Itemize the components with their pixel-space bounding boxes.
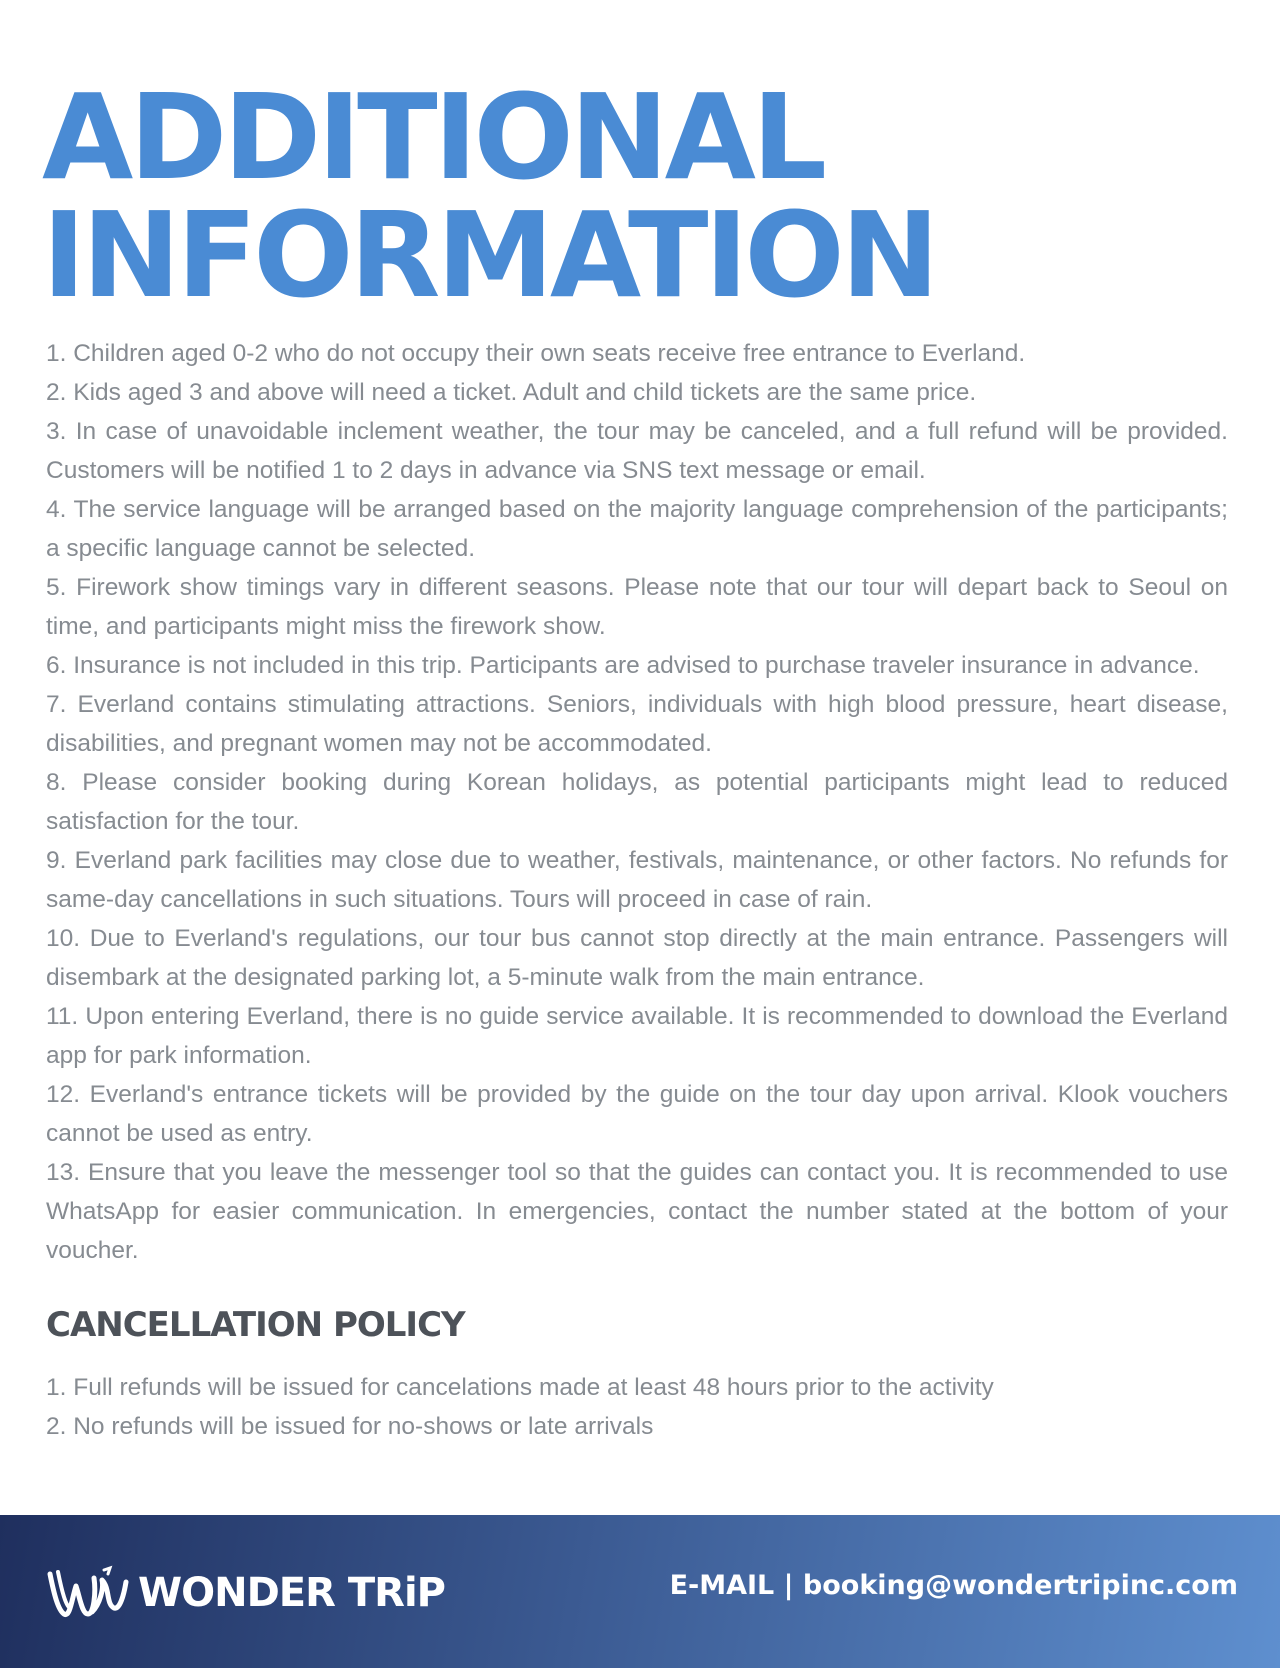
info-item: 5. Firework show timings vary in different seasons. Please note that our tour will depart back to Seoul on time, and participants might miss the firework show. (46, 574, 1228, 640)
info-item: 13. Ensure that you leave the messenger tool so that the guides can contact you. It is recommended to use WhatsApp for easier communication. In emergencies, contact the number stated at the bottom of your voucher. (46, 1159, 1228, 1264)
info-item: 8. Please consider booking during Korean holidays, as potential participants might lead to reduced satisfaction for the tour. (46, 769, 1228, 835)
info-item: 6. Insurance is not included in this trip. Participants are advised to purchase traveler insurance in advance. (46, 652, 1200, 679)
info-item: 9. Everland park facilities may close due to weather, festivals, maintenance, or other factors. No refunds for same-day cancellations in such situations. Tours will proceed in case of rain. (46, 847, 1228, 913)
page-title (42, 68, 936, 324)
info-item: 12. Everland's entrance tickets will be provided by the guide on the tour day upon arrival. Klook vouchers cannot be used as entry. (46, 1081, 1228, 1147)
info-item: 4. The service language will be arranged based on the majority language comprehension of the participants; a specific language cannot be selected. (46, 496, 1228, 562)
cancellation-item: 2. No refunds will be issued for no-shows or late arrivals (46, 1413, 654, 1440)
additional-info-list (46, 334, 1228, 1270)
cancellation-policy-heading: CANCELLATION POLICY (46, 1305, 465, 1345)
brand-logo (44, 1563, 445, 1623)
contact-email[interactable]: E-MAIL | booking@wondertripinc.com (669, 1570, 1238, 1601)
page-title-line-2: INFORMATION (42, 186, 936, 324)
brand-name: WONDER TRiP (138, 1570, 445, 1616)
info-item: 7. Everland contains stimulating attractions. Seniors, individuals with high blood pressure, heart disease, disabilities, and pregnant women may not be accommodated. (46, 691, 1228, 757)
cancellation-item: 1. Full refunds will be issued for cancelations made at least 48 hours prior to the activity (46, 1374, 994, 1401)
info-item: 3. In case of unavoidable inclement weather, the tour may be canceled, and a full refund will be provided. Customers will be notified 1 to 2 days in advance via SNS text message or email. (46, 418, 1228, 484)
cancellation-policy-list (46, 1368, 1228, 1446)
wonder-trip-logo-icon (44, 1564, 130, 1622)
info-item: 2. Kids aged 3 and above will need a ticket. Adult and child tickets are the same price. (46, 379, 977, 406)
info-item: 11. Upon entering Everland, there is no guide service available. It is recommended to download the Everland app for park information. (46, 1003, 1228, 1069)
footer-banner (0, 1515, 1280, 1668)
info-item: 10. Due to Everland's regulations, our tour bus cannot stop directly at the main entrance. Passengers will disembark at the designated parking lot, a 5-minute walk from the main entrance. (46, 925, 1228, 991)
info-item: 1. Children aged 0-2 who do not occupy their own seats receive free entrance to Everland. (46, 340, 1026, 367)
page-title-line-1: ADDITIONAL (42, 68, 824, 206)
